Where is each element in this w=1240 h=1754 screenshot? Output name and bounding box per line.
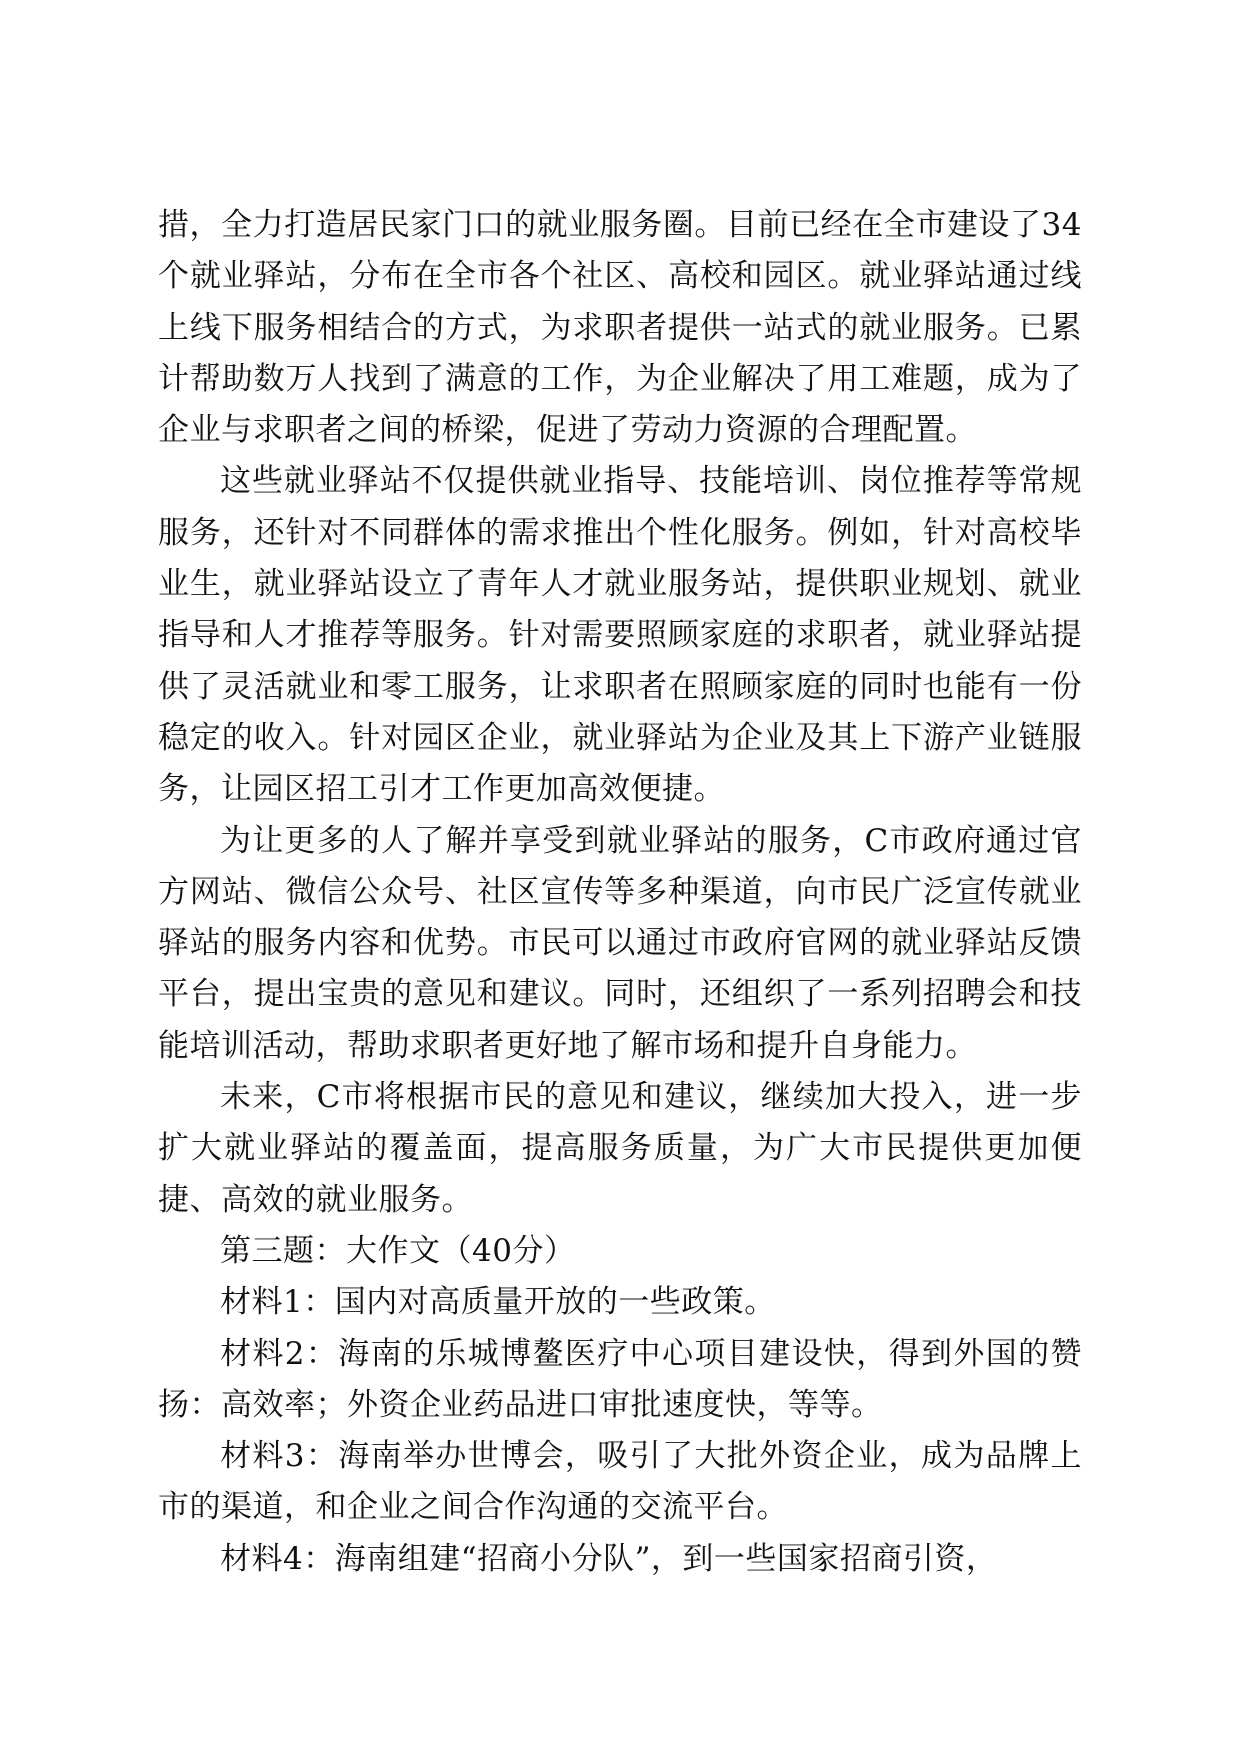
material-3: 材料3：海南举办世博会，吸引了大批外资企业，成为品牌上市的渠道，和企业之间合作沟通的交流平台。	[158, 1438, 1082, 1526]
paragraph-services: 这些就业驿站不仅提供就业指导、技能培训、岗位推荐等常规服务，还针对不同群体的需求推出个性化服务。例如，针对高校毕业生，就业驿站设立了青年人才就业服务站，提供职业规划、就业指导和人才推荐等服务。针对需要照顾家庭的求职者，就业驿站提供了灵活就业和零工服务，让求职者在照顾家庭的同时也能有一份稳定的收入。针对园区企业，就业驿站为企业及其上下游产业链服务，让园区招工引才工作更加高效便捷。	[158, 463, 1082, 808]
document-body	[158, 200, 1082, 1585]
material-1: 材料1：国内对高质量开放的一些政策。	[220, 1284, 776, 1321]
paragraph-promotion: 为让更多的人了解并享受到就业驿站的服务，C市政府通过官方网站、微信公众号、社区宣传等多种渠道，向市民广泛宣传就业驿站的服务内容和优势。市民可以通过市政府官网的就业驿站反馈平台，提出宝贵的意见和建议。同时，还组织了一系列招聘会和技能培训活动，帮助求职者更好地了解市场和提升自身能力。	[158, 822, 1082, 1064]
material-2: 材料2：海南的乐城博鳌医疗中心项目建设快，得到外国的赞扬：高效率；外资企业药品进口审批速度快，等等。	[158, 1335, 1082, 1423]
question-heading: 第三题：大作文（40分）	[220, 1232, 576, 1269]
paragraph-continuation: 措，全力打造居民家门口的就业服务圈。目前已经在全市建设了34个就业驿站，分布在全市各个社区、高校和园区。就业驿站通过线上线下服务相结合的方式，为求职者提供一站式的就业服务。已累计帮助数万人找到了满意的工作，为企业解决了用工难题，成为了企业与求职者之间的桥梁，促进了劳动力资源的合理配置。	[158, 207, 1082, 449]
paragraph-future: 未来，C市将根据市民的意见和建议，继续加大投入，进一步扩大就业驿站的覆盖面，提高服务质量，为广大市民提供更加便捷、高效的就业服务。	[158, 1079, 1082, 1218]
material-4: 材料4：海南组建“招商小分队”，到一些国家招商引资，	[220, 1540, 998, 1577]
